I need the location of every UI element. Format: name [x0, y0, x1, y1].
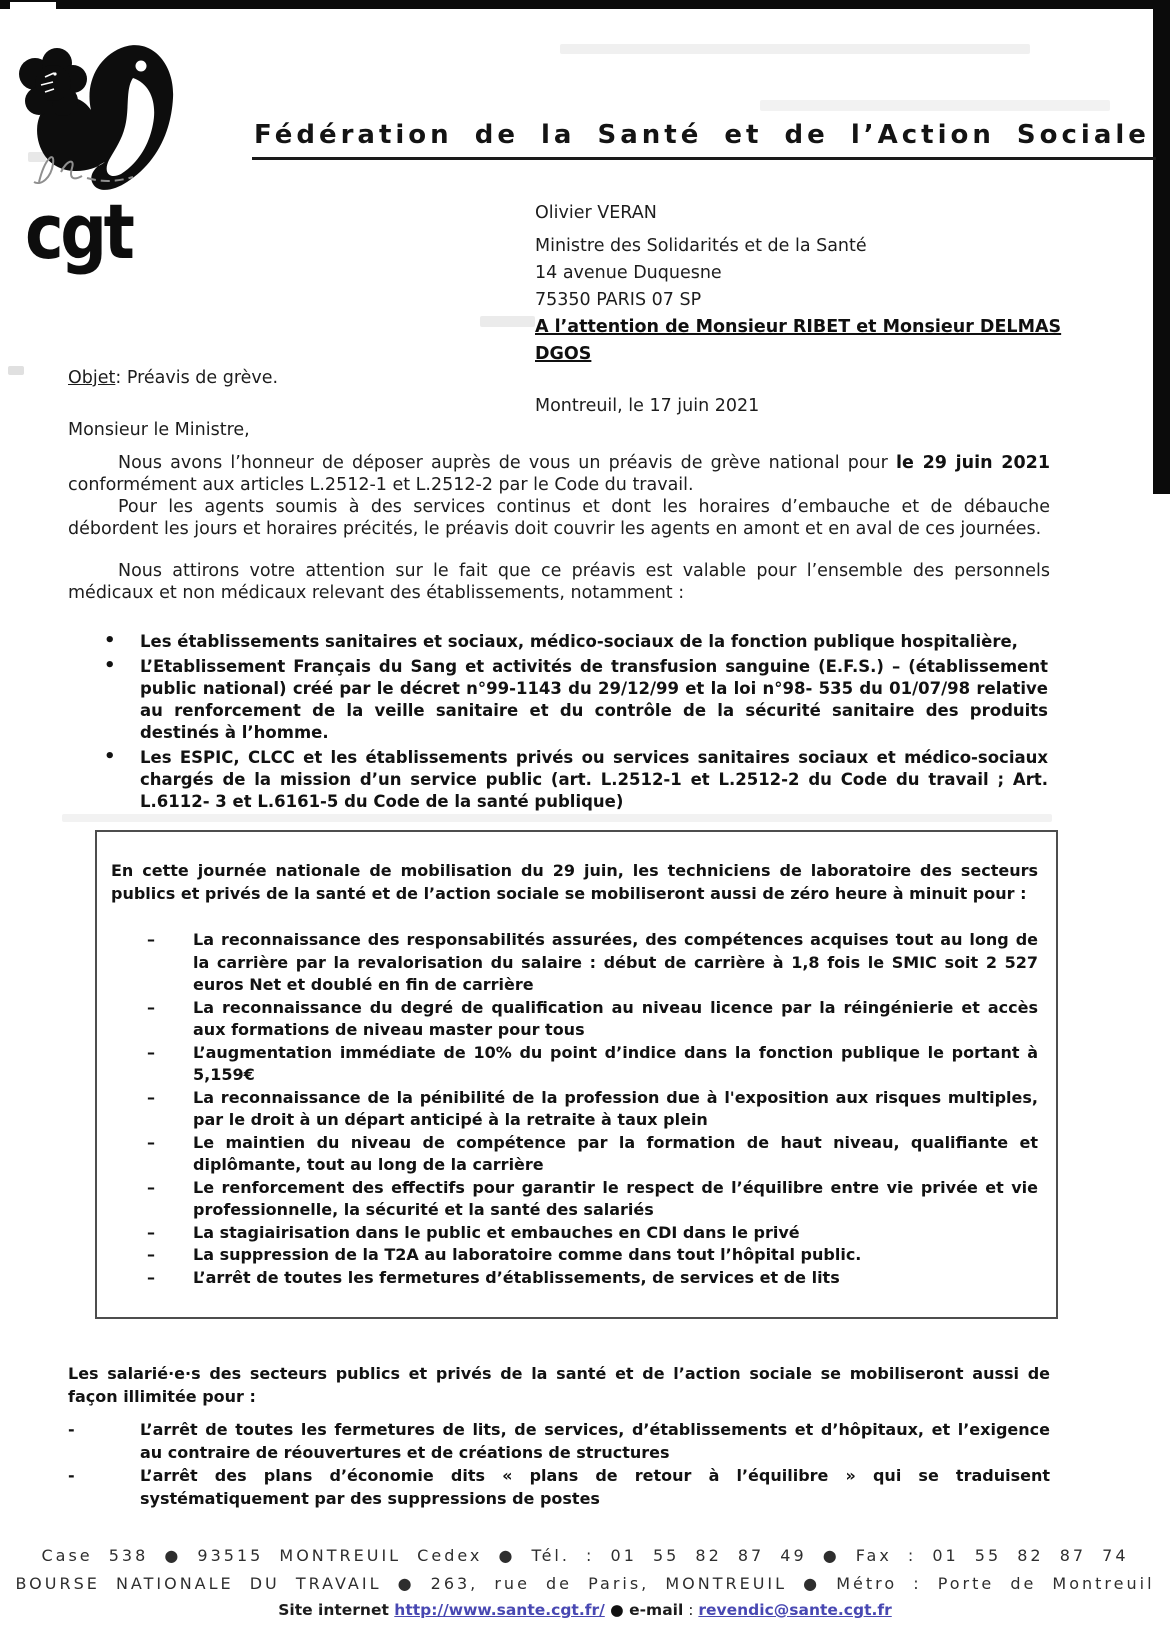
- recipient-name: Olivier VERAN: [535, 203, 657, 223]
- demand-item: – L’arrêt de toutes les fermetures d’établissements, de services et de lits: [111, 1267, 1038, 1290]
- strike-date: le 29 juin 2021: [896, 453, 1050, 473]
- site-link[interactable]: http://www.sante.cgt.fr/: [394, 1601, 605, 1619]
- unlimited-item: - L’arrêt des plans d’économie dits « plans de retour à l’équilibre » qui se traduisent systématiquement par des suppressions de postes: [68, 1464, 1050, 1510]
- list-item: • L’Etablissement Français du Sang et activités de transfusion sanguine (E.F.S.) – (établissement public national) créé par le décret n°99-1143 du 29/12/99 et la loi n°98- 535 du 01/07/98 relative au renforcement de la veille sanitaire et du contrôle de la sécurité sanitaire des produits destinés à l’homme.: [68, 656, 1048, 744]
- attention-line: A l’attention de Monsieur RIBET et Monsieur DELMAS: [535, 317, 1062, 337]
- demands-list: [111, 929, 1038, 1289]
- list-item: • Les établissements sanitaires et sociaux, médico-sociaux de la fonction publique hospitalière,: [68, 631, 1048, 653]
- subject-label: Objet: [68, 368, 116, 388]
- demand-item: – La reconnaissance du degré de qualification au niveau licence par la réingénierie et accès aux formations de niveau master pour tous: [111, 997, 1038, 1042]
- scan-top-bar: [0, 0, 1170, 9]
- cgt-wordmark: cgt: [25, 187, 132, 277]
- demand-item: – Le renforcement des effectifs pour garantir le respect de l’équilibre entre vie privée et vie professionnelle, la sécurité et la santé des salariés: [111, 1177, 1038, 1222]
- recipient-line: Ministre des Solidarités et de la Santé: [535, 236, 867, 256]
- paragraph-scope: Nous attirons votre attention sur le fait que ce préavis est valable pour l’ensemble des personnels médicaux et non médicaux relevant des établissements, notamment :: [68, 561, 1050, 603]
- email-colon: :: [683, 1601, 699, 1619]
- paragraph-text: conformément aux articles L.2512-1 et L.2512-2 par le Code du travail.: [68, 474, 694, 495]
- service-line: DGOS: [535, 344, 592, 364]
- paragraph-agents: Pour les agents soumis à des services continus et dont les horaires d’embauche et de débauche débordent les jours et horaires précités, le préavis doit couvrir les agents en amont et en aval de ces journées.: [68, 497, 1050, 539]
- demand-item: – La reconnaissance des responsabilités assurées, des compétences acquises tout au long de la carrière par la revalorisation du salaire : début de carrière à 1,8 fois le SMIC soit 2 527 euros Net et doublé en fin de carrière: [111, 929, 1038, 997]
- salutation: Monsieur le Ministre,: [68, 420, 250, 440]
- email-link[interactable]: revendic@sante.cgt.fr: [698, 1601, 892, 1619]
- footer-line-address: Case 538 ● 93515 MONTREUIL Cedex ● Tél. : 01 55 82 87 49 ● Fax : 01 55 82 87 74: [41, 1546, 1129, 1565]
- rose-icon: [19, 48, 87, 116]
- demands-box: [95, 830, 1058, 1319]
- recipient-line: 14 avenue Duquesne: [535, 263, 722, 283]
- federation-title: Fédération de la Santé et de l’Action Sociale: [252, 120, 1156, 160]
- dove-eye: [136, 61, 147, 72]
- email-label: e-mail: [629, 1601, 684, 1619]
- scan-ghost: [8, 366, 24, 375]
- subject-text: : Préavis de grève.: [115, 368, 279, 388]
- list-item: • Les ESPIC, CLCC et les établissements privés ou services sanitaires sociaux et médico-sociaux chargés de la mission d’un service public (art. L.2512-1 et L.2512-2 du Code du travail ; Art. L.6112- 3 et L.6161-5 du Code de la santé publique): [68, 747, 1048, 813]
- unlimited-list: [68, 1418, 1050, 1510]
- demand-item: – L’augmentation immédiate de 10% du point d’indice dans la fonction publique le portant à 5,159€: [111, 1042, 1038, 1087]
- demand-item: – La reconnaissance de la pénibilité de la profession due à l'exposition aux risques multiples, par le droit à un départ anticipé à la retraite à taux plein: [111, 1087, 1038, 1132]
- footer-line-bourse: BOURSE NATIONALE DU TRAVAIL ● 263, rue de Paris, MONTREUIL ● Métro : Porte de Montreuil: [15, 1574, 1155, 1593]
- scan-top-bar-notch: [10, 2, 56, 10]
- establishments-list: [68, 631, 1048, 816]
- demand-item: – La stagiairisation dans le public et embauches en CDI dans le privé: [111, 1222, 1038, 1245]
- subject-line: [68, 368, 278, 388]
- scan-ghost: [560, 44, 1030, 54]
- paragraph-notice: [68, 453, 1050, 496]
- recipient-block: [535, 200, 1061, 368]
- scan-ghost: [480, 316, 535, 327]
- unlimited-intro: Les salarié·e·s des secteurs publics et privés de la santé et de l’action sociale se mobiliseront aussi de façon illimitée pour :: [68, 1364, 1050, 1406]
- recipient-line: 75350 PARIS 07 SP: [535, 290, 702, 310]
- unlimited-item: - L’arrêt de toutes les fermetures de lits, de services, d’établissements et d’hôpitaux, et l’exigence au contraire de réouvertures et de créations de structures: [68, 1418, 1050, 1464]
- paragraph-text: Nous avons l’honneur de déposer auprès de vous un préavis de grève national pour: [118, 453, 897, 473]
- demand-item: – Le maintien du niveau de compétence par la formation de haut niveau, qualifiante et diplômante, tout au long de la carrière: [111, 1132, 1038, 1177]
- footer-line-links: [0, 1601, 1170, 1619]
- box-intro: En cette journée nationale de mobilisation du 29 juin, les techniciens de laboratoire des secteurs publics et privés de la santé et de l’action sociale se mobiliseront aussi de zéro heure à minuit pour :: [111, 861, 1038, 903]
- scan-ghost: [760, 100, 1110, 111]
- scan-right-bar: [1153, 0, 1170, 494]
- cgt-logo: [5, 30, 245, 330]
- dateline: Montreuil, le 17 juin 2021: [535, 396, 760, 416]
- site-label: Site internet: [278, 1601, 395, 1619]
- demand-item: – La suppression de la T2A au laboratoire comme dans tout l’hôpital public.: [111, 1244, 1038, 1267]
- footer-dot: ●: [604, 1601, 630, 1619]
